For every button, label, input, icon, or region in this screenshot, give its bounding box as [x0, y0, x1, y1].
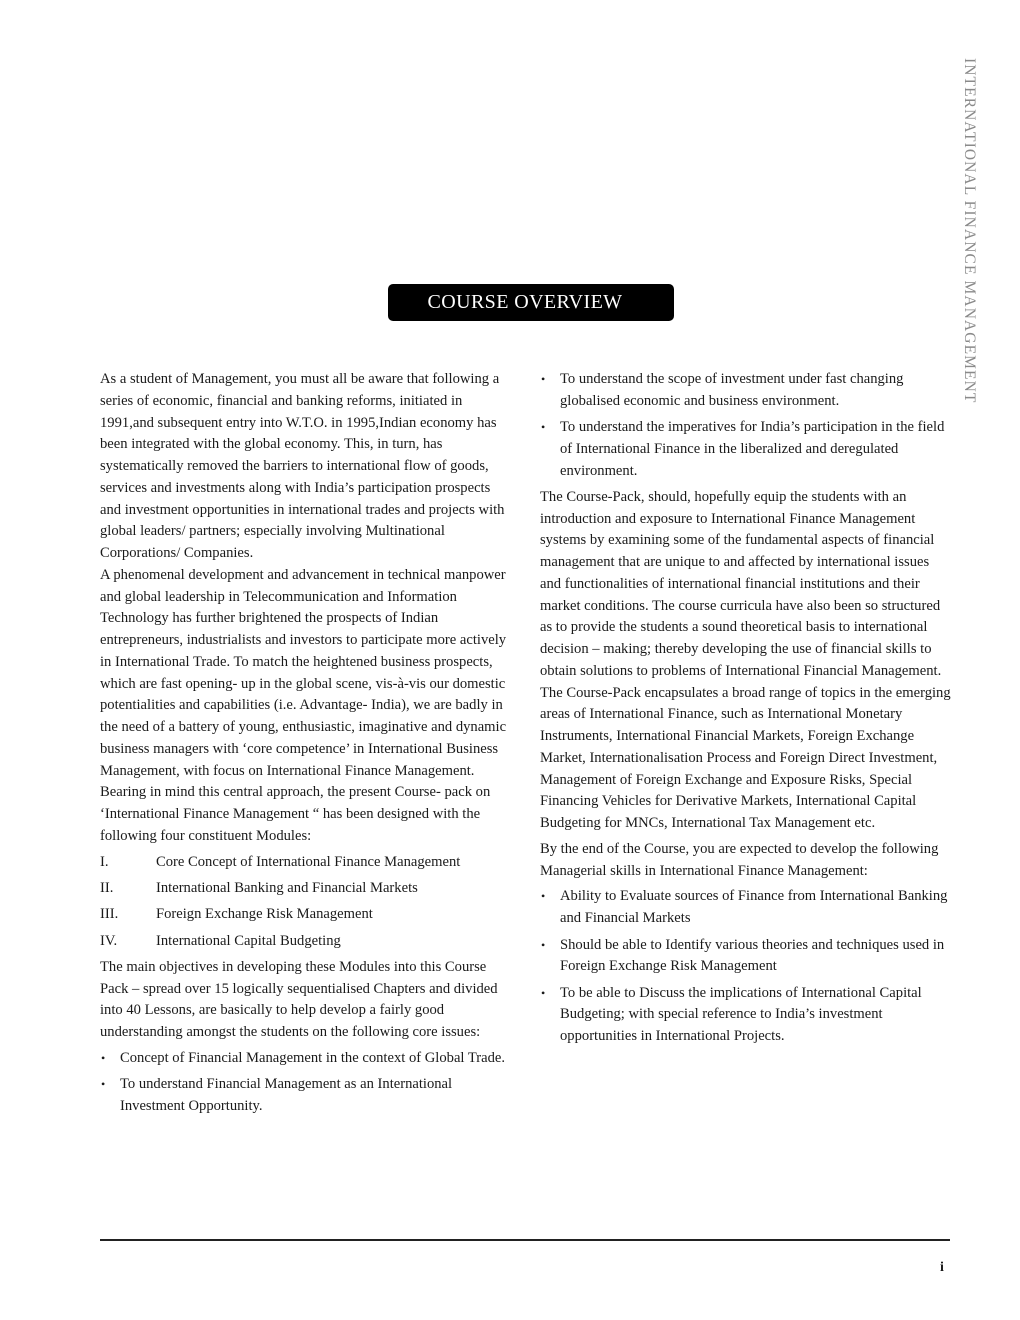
running-header-side-title: INTERNATIONAL FINANCE MANAGEMENT: [961, 58, 978, 404]
course-pack-paragraph: The Course-Pack, should, hopefully equip the students with an introduction and exposure to International Finance Management systems by examining some of the fundamental aspects of financial management that are unique to and affected by international issues and functionalities of international financial institutions and their market conditions. The course curricula have also been so structured as to provide the students a sound theoretical basis to international decision – making; thereby developing the use of financial skills to obtain solutions to problems of International Financial Management. The Course-Pack encapsulates a broad range of topics in the emerging areas of International Finance, such as International Monetary Instruments, International Financial Markets, Foreign Exchange Market, Internationalisation Process and Foreign Direct Investment, Management of Foreign Exchange and Exposure Risks, Special Financing Vehicles for Derivative Markets, International Capital Budgeting for MNCs, International Tax Management etc.: [540, 488, 951, 832]
objective-text: Concept of Financial Management in the context of Global Trade.: [120, 1049, 506, 1066]
development-paragraph: A phenomenal development and advancement in technical manpower and global leadership in Telecommunication and Information Technology has further brightened the prospects of Indian entrepreneurs, industrialists and investors to participate more actively in International Trade. To match the heightened business prospects, which are fast opening- up in the global scene, vis-à-vis our domestic potentialities and capabilities (i.e. Advantage- India), we are badly in the need of a battery of young, enthusiastic, imaginative and dynamic business managers with ‘core competence’ in International Business Management, with focus on International Finance Management. Bearing in mind this central approach, the present Course- pack on ‘International Finance Management “ has been designed with the following four constituent Modules:: [100, 566, 507, 844]
module-title: International Capital Budgeting: [156, 932, 341, 949]
left-column: [100, 369, 512, 1122]
module-title: International Banking and Financial Markets: [156, 879, 418, 896]
module-title: Core Concept of International Finance Management: [156, 853, 461, 870]
section-heading: COURSE OVERVIEW: [427, 291, 623, 313]
skills-list: [540, 886, 952, 1047]
objective-text: To understand the scope of investment under fast changing globalised economic and business environment.: [560, 371, 904, 409]
module-number: I.: [100, 853, 109, 870]
objectives-list-right: [540, 369, 952, 482]
skill-item: [540, 935, 952, 979]
modules-list: [100, 852, 512, 953]
skills-intro-paragraph: By the end of the Course, you are expected to develop the following Managerial skills in International Finance Management:: [540, 840, 939, 879]
section-heading-box: [388, 284, 674, 321]
skill-text: To be able to Discuss the implications of International Capital Budgeting; with special reference to India’s investment opportunities in International Projects.: [560, 984, 922, 1045]
module-number: IV.: [100, 932, 118, 949]
objective-item: [100, 1048, 512, 1070]
skill-item: [540, 983, 952, 1048]
intro-paragraph: As a student of Management, you must all be aware that following a series of economic, financial and banking reforms, initiated in 1991,and subsequent entry into W.T.O. in 1995,Indian economy has been integrated with the global economy. This, in turn, has systematically removed the barriers to international flow of goods, services and investments along with India’s participation prospects and investment opportunities in international trades and projects with global leaders/ partners; especially involving Multinational Corporations/ Companies.: [100, 371, 505, 561]
skill-item: [540, 886, 952, 930]
objective-text: To understand the imperatives for India’s participation in the field of International Finance in the liberalized and deregulated environment.: [560, 419, 945, 479]
bullet-icon: •: [101, 1077, 106, 1092]
module-item: [100, 852, 512, 874]
skill-text: Should be able to Identify various theories and techniques used in Foreign Exchange Risk Management: [560, 936, 945, 975]
footer-divider: [100, 1239, 950, 1241]
objective-item: [540, 417, 952, 482]
bullet-icon: •: [541, 889, 546, 904]
bullet-icon: •: [541, 937, 546, 952]
objective-item: [540, 369, 952, 413]
objective-item: [100, 1074, 512, 1118]
module-item: [100, 878, 512, 900]
module-item: [100, 904, 512, 926]
objectives-paragraph: The main objectives in developing these Modules into this Course Pack – spread over 15 logically sequentialised Chapters and divided into 40 Lessons, are basically to help develop a fairly good understanding amongst the students on the following core issues:: [100, 958, 498, 1041]
module-number: II.: [100, 879, 114, 896]
objective-text: To understand Financial Management as an International Investment Opportunity.: [120, 1076, 453, 1114]
page-number: i: [940, 1260, 944, 1275]
skill-text: Ability to Evaluate sources of Finance from International Banking and Financial Markets: [560, 888, 948, 927]
right-column: [540, 369, 952, 1052]
objectives-list-left: [100, 1048, 512, 1118]
module-number: III.: [100, 906, 119, 923]
bullet-icon: •: [541, 372, 546, 386]
module-title: Foreign Exchange Risk Management: [156, 906, 373, 923]
bullet-icon: •: [541, 985, 546, 1000]
module-item: [100, 931, 512, 953]
bullet-icon: •: [101, 1050, 106, 1065]
bullet-icon: •: [541, 420, 546, 435]
